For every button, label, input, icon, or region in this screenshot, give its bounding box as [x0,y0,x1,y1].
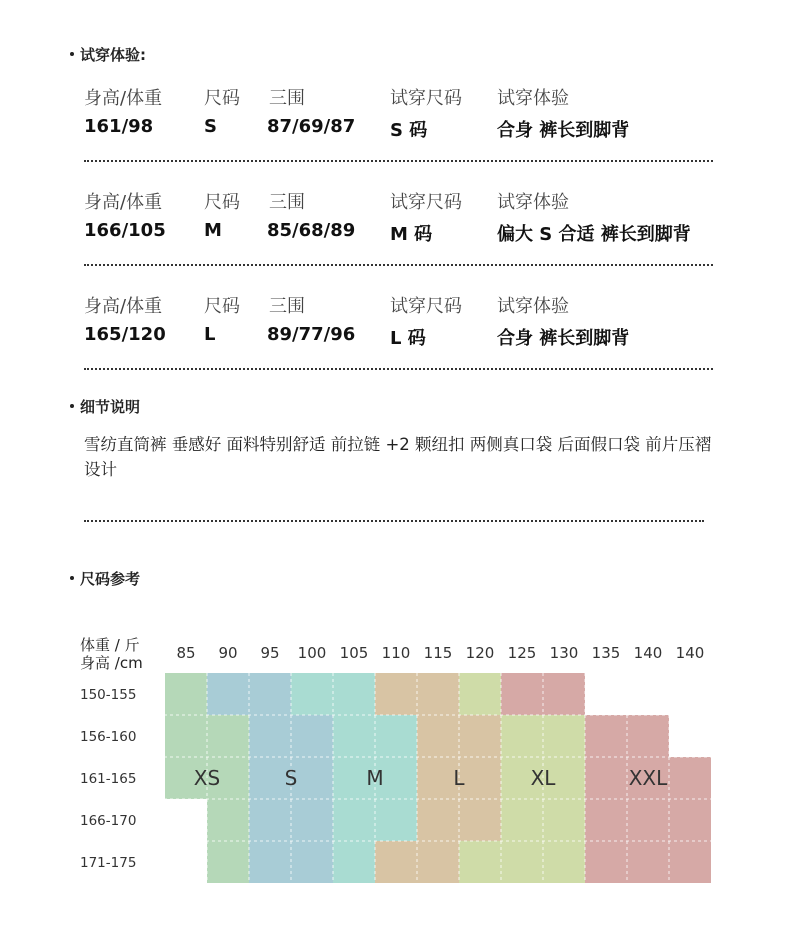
size-cell-s [291,841,333,883]
value-size: M [204,220,222,241]
column-label: 85 [176,644,196,662]
header-tried-size: 试穿尺码 [390,296,462,317]
size-cell-xxl [585,757,627,799]
header-measurements: 三围 [269,296,305,317]
row-label: 171-175 [80,855,137,871]
size-cell-xxl [627,715,669,757]
height-axis-label: 身高 /cm [80,654,143,672]
value-experience: 合身 裤长到脚背 [497,328,630,349]
value-experience: 合身 裤长到脚背 [497,120,630,141]
header-size: 尺码 [204,88,240,109]
size-label-xxl: XXL [628,766,668,790]
header-measurements: 三围 [269,192,305,213]
size-label-l: L [453,766,465,790]
size-cell-l [459,715,501,757]
dotted-divider [84,520,704,522]
size-cell-xl [459,673,501,715]
size-cell-xxl [669,841,711,883]
tryon-row-2 [0,188,790,288]
size-cell-s [207,673,249,715]
size-cell-xl [501,841,543,883]
size-cell-l [417,715,459,757]
size-cell-xxl [627,799,669,841]
size-cell-xxl [543,673,585,715]
size-cell-xxl [669,799,711,841]
size-cell-xxl [585,799,627,841]
size-cell-m [375,715,417,757]
size-cell-l [417,799,459,841]
column-label: 100 [297,644,327,662]
size-cell-xs [165,673,207,715]
value-size: L [204,324,216,345]
size-cell-xxl [669,757,711,799]
size-cell-xxl [501,673,543,715]
size-cell-s [291,715,333,757]
size-cell-xxl [585,715,627,757]
size-cell-l [417,841,459,883]
value-height-weight: 166/105 [84,220,166,241]
details-heading [70,396,140,417]
column-label: 90 [218,644,238,662]
size-cell-l [375,841,417,883]
size-cell-xl [501,799,543,841]
size-cell-xs [207,799,249,841]
header-measurements: 三围 [269,88,305,109]
tryon-row-3 [0,292,790,392]
tryon-heading [70,44,146,65]
value-tried-size: M 码 [390,224,433,245]
value-measurements: 87/69/87 [267,116,356,137]
tryon-heading-text: 试穿体验: [80,46,146,64]
value-height-weight: 161/98 [84,116,154,137]
size-cell-xs [207,841,249,883]
size-cell-s [249,715,291,757]
dotted-divider [84,160,713,162]
header-height-weight: 身高/体重 [84,88,163,109]
size-cell-xl [543,799,585,841]
size-label-m: M [366,766,384,790]
row-label: 161-165 [80,771,137,787]
value-size: S [204,116,217,137]
size-cell-l [459,757,501,799]
header-tried-size: 试穿尺码 [390,88,462,109]
size-cell-xs [207,715,249,757]
size-cell-xl [543,715,585,757]
bullet-icon [70,52,74,56]
column-label: 140 [633,644,663,662]
size-cell-xl [459,841,501,883]
size-cell-m [375,799,417,841]
column-label: 115 [423,644,453,662]
size-label-xl: XL [530,766,556,790]
row-label: 166-170 [80,813,137,829]
column-label: 130 [549,644,579,662]
column-label: 120 [465,644,495,662]
column-label: 140 [675,644,705,662]
size-cell-xs [165,715,207,757]
size-cell-m [333,841,375,883]
column-label: 135 [591,644,621,662]
details-heading-text: 细节说明 [80,398,141,416]
size-cell-xxl [585,841,627,883]
details-text: 雪纺直筒裤 垂感好 面料特别舒适 前拉链 +2 颗纽扣 两侧真口袋 后面假口袋 前片压褶设计 [84,435,712,479]
size-cell-l [417,673,459,715]
header-tried-size: 试穿尺码 [390,192,462,213]
column-label: 95 [260,644,280,662]
header-size: 尺码 [204,296,240,317]
size-label-xs: XS [193,766,221,790]
tryon-row-1 [0,84,790,184]
size-cell-m [333,673,375,715]
header-height-weight: 身高/体重 [84,192,163,213]
weight-axis-label: 体重 / 斤 [80,636,140,654]
size-cell-s [249,841,291,883]
size-cell-l [375,673,417,715]
value-height-weight: 165/120 [84,324,166,345]
dotted-divider [84,264,713,266]
value-experience: 偏大 S 合适 裤长到脚背 [497,224,691,245]
size-cell-m [291,673,333,715]
bullet-icon [70,576,74,580]
row-label: 150-155 [80,687,137,703]
size-cell-xl [501,715,543,757]
header-experience: 试穿体验 [497,192,569,213]
size-cell-l [459,799,501,841]
row-label: 156-160 [80,729,137,745]
column-label: 125 [507,644,537,662]
dotted-divider [84,368,713,370]
header-height-weight: 身高/体重 [84,296,163,317]
size-cell-xl [543,841,585,883]
column-label: 105 [339,644,369,662]
size-cell-s [249,799,291,841]
value-tried-size: L 码 [390,328,426,349]
header-experience: 试穿体验 [497,88,569,109]
size-cell-s [291,799,333,841]
size-ref-heading [70,568,140,589]
size-cell-m [333,715,375,757]
column-label: 110 [381,644,411,662]
value-tried-size: S 码 [390,120,428,141]
size-cell-s [249,673,291,715]
size-cell-m [333,799,375,841]
size-label-s: S [284,766,298,790]
size-chart [0,628,790,927]
bullet-icon [70,404,74,408]
header-size: 尺码 [204,192,240,213]
header-experience: 试穿体验 [497,296,569,317]
value-measurements: 89/77/96 [267,324,356,345]
size-ref-heading-text: 尺码参考 [80,570,141,588]
size-cell-xxl [627,841,669,883]
value-measurements: 85/68/89 [267,220,356,241]
